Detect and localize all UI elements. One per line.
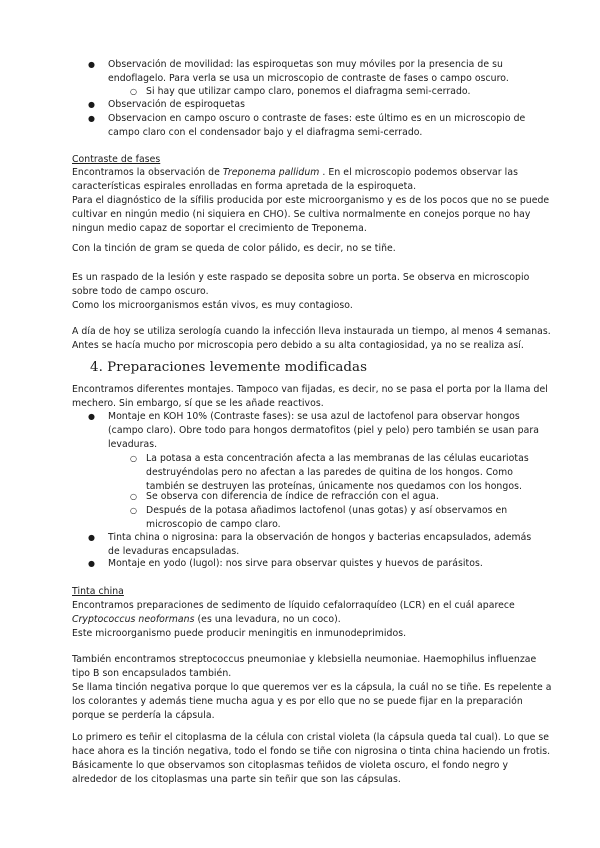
- text-line: Para el diagnóstico de la sífilis producida por este microorganismo y es de los pocos que no se puede: [72, 195, 550, 206]
- sub-bullet-potasa: [146, 452, 529, 494]
- paragraph-lcr: [72, 599, 515, 641]
- text-line: Se llama tinción negativa porque lo que queremos ver es la cápsula, la cuál no se tiñe. Es repelente a: [72, 682, 552, 693]
- text-line: campo claro con el condensador bajo y el diafragma semi-cerrado.: [108, 127, 423, 138]
- text-line: Antes se hacía mucho por microscopia pero debido a su alta contagiosidad, ya no se realiza así.: [72, 340, 524, 351]
- text-line: (campo claro). Obre todo para hongos dermatofitos (piel y pelo) pero también se usan para: [108, 425, 539, 436]
- sub-bullet-campo-claro: Si hay que utilizar campo claro, ponemos el diafragma semi-cerrado.: [146, 86, 471, 97]
- italic-treponema: Treponema pallidum: [222, 167, 320, 178]
- text-line: porque se perdería la cápsula.: [72, 710, 215, 721]
- text-line: [72, 613, 515, 627]
- paragraph-treponema: [72, 166, 549, 236]
- text-line: sobre todo de campo oscuro.: [72, 286, 209, 297]
- text-line: también se destruyen las proteínas, únicamente nos quedamos con los hongos.: [146, 481, 522, 492]
- text-line: Después de la potasa añadimos lactofenol (unas gotas) y así observamos en: [146, 505, 508, 516]
- section-heading-4: 4. Preparaciones levemente modificadas: [90, 360, 367, 375]
- text-line: Observacion en campo oscuro o contraste de fases: este último es en un microscopio de: [108, 113, 526, 124]
- text-line: ningun medio capaz de soportar el crecimiento de Treponema.: [72, 223, 367, 234]
- paragraph-tincion-negativa: [72, 731, 550, 787]
- text-line: microscopio de campo claro.: [146, 519, 281, 530]
- bullet-dot: ●: [88, 114, 96, 123]
- text-line: También encontramos streptococcus pneumoniae y klebsiella neumoniae. Haemophilus influenzae: [72, 654, 537, 665]
- text-line: [72, 166, 549, 180]
- text-line: Encontramos diferentes montajes. Tampoco van fijadas, es decir, no se pasa el porta por la llama del: [72, 384, 548, 395]
- text-line: cultivar en ningún medio (ni siquiera en CHO). Se cultiva normalmente en conejos porque no hay: [72, 209, 531, 220]
- text-line: Este microorganismo puede producir meningitis en inmunodeprimidos.: [72, 628, 407, 639]
- bullet-dot: ●: [88, 100, 96, 109]
- sub-bullet-lactofenol: [146, 504, 507, 532]
- text-line: Montaje en KOH 10% (Contraste fases): se usa azul de lactofenol para observar hongos: [108, 411, 520, 422]
- text-line: hace ahora es la tinción negativa, todo el fondo se tiñe con nigrosina o tinta china haciendo un frotis.: [72, 746, 551, 757]
- text-line: endoflagelo. Para verla se usa un microscopio de contraste de fases o campo oscuro.: [108, 73, 509, 84]
- paragraph-gram: Con la tinción de gram se queda de color pálido, es decir, no se tiñe.: [72, 243, 396, 254]
- text-line: características espirales enrolladas en forma apretada de la espiroqueta.: [72, 181, 417, 192]
- text-line: mechero. Sin embargo, sí que se les añade reactivos.: [72, 398, 324, 409]
- text-line: Como los microorganismos están vivos, es muy contagioso.: [72, 300, 353, 311]
- text-line: La potasa a esta concentración afecta a las membranas de las células eucariotas: [146, 453, 529, 464]
- text-line: tipo B son encapsulados también.: [72, 668, 232, 679]
- sub-bullet-circle: ○: [130, 492, 138, 501]
- bullet-koh: [108, 410, 539, 452]
- paragraph-encapsulados: [72, 653, 552, 723]
- heading-contraste-fases: Contraste de fases: [72, 154, 161, 165]
- italic-cryptococcus: Cryptococcus neoformans: [72, 614, 195, 625]
- sub-bullet-refraccion: Se observa con diferencia de índice de refracción con el agua.: [146, 491, 439, 502]
- paragraph-serologia: [72, 325, 551, 353]
- text-line: Lo primero es teñir el citoplasma de la célula con cristal violeta (la cápsula queda tal cual). Lo que se: [72, 732, 550, 743]
- text-line: Tinta china o nigrosina: para la observación de hongos y bacterias encapsulados, además: [108, 532, 532, 543]
- heading-tinta-china: Tinta china: [72, 586, 124, 597]
- text-line: Encontramos preparaciones de sedimento de líquido cefalorraquídeo (LCR) en el cuál aparece: [72, 600, 515, 611]
- text-line: Observación de movilidad: las espiroquetas son muy móviles por la presencia de su: [108, 59, 503, 70]
- text-span: (es una levadura, no un coco).: [194, 614, 341, 625]
- text-span: Encontramos la observación de: [72, 167, 223, 178]
- text-line: A día de hoy se utiliza serología cuando la infección lleva instaurada un tiempo, al menos 4 semanas.: [72, 326, 551, 337]
- bullet-dot: ●: [88, 533, 96, 542]
- text-line: levaduras.: [108, 439, 158, 450]
- bullet-yodo: Montaje en yodo (lugol): nos sirve para observar quistes y huevos de parásitos.: [108, 558, 483, 569]
- bullet-dot: ●: [88, 60, 96, 69]
- text-line: de levaduras encapsuladas.: [108, 546, 240, 557]
- text-line: Básicamente lo que observamos son citoplasmas teñidos de violeta oscuro, el fondo negro y: [72, 760, 509, 771]
- bullet-dot: ●: [88, 412, 96, 421]
- sub-bullet-circle: ○: [130, 506, 138, 515]
- paragraph-montajes: [72, 383, 548, 411]
- text-line: Es un raspado de la lesión y este raspado se deposita sobre un porta. Se observa en microscopio: [72, 272, 530, 283]
- text-line: destruyéndolas pero no afectan a las paredes de quitina de los hongos. Como: [146, 467, 513, 478]
- paragraph-raspado: [72, 271, 529, 313]
- bullet-dot: ●: [88, 559, 96, 568]
- sub-bullet-circle: ○: [130, 87, 138, 96]
- bullet-movilidad: [108, 58, 509, 86]
- text-line: alrededor de los citoplasmas una parte sin teñir que son las cápsulas.: [72, 774, 401, 785]
- bullet-tinta-china: [108, 531, 531, 559]
- text-span: . En el microscopio podemos observar las: [319, 167, 518, 178]
- sub-bullet-circle: ○: [130, 454, 138, 463]
- text-line: los colorantes y además tiene mucha agua y es por ello que no se puede fijar en la preparación: [72, 696, 523, 707]
- bullet-observacion-espiroquetas: Observación de espiroquetas: [108, 99, 246, 110]
- bullet-campo-oscuro: [108, 112, 525, 140]
